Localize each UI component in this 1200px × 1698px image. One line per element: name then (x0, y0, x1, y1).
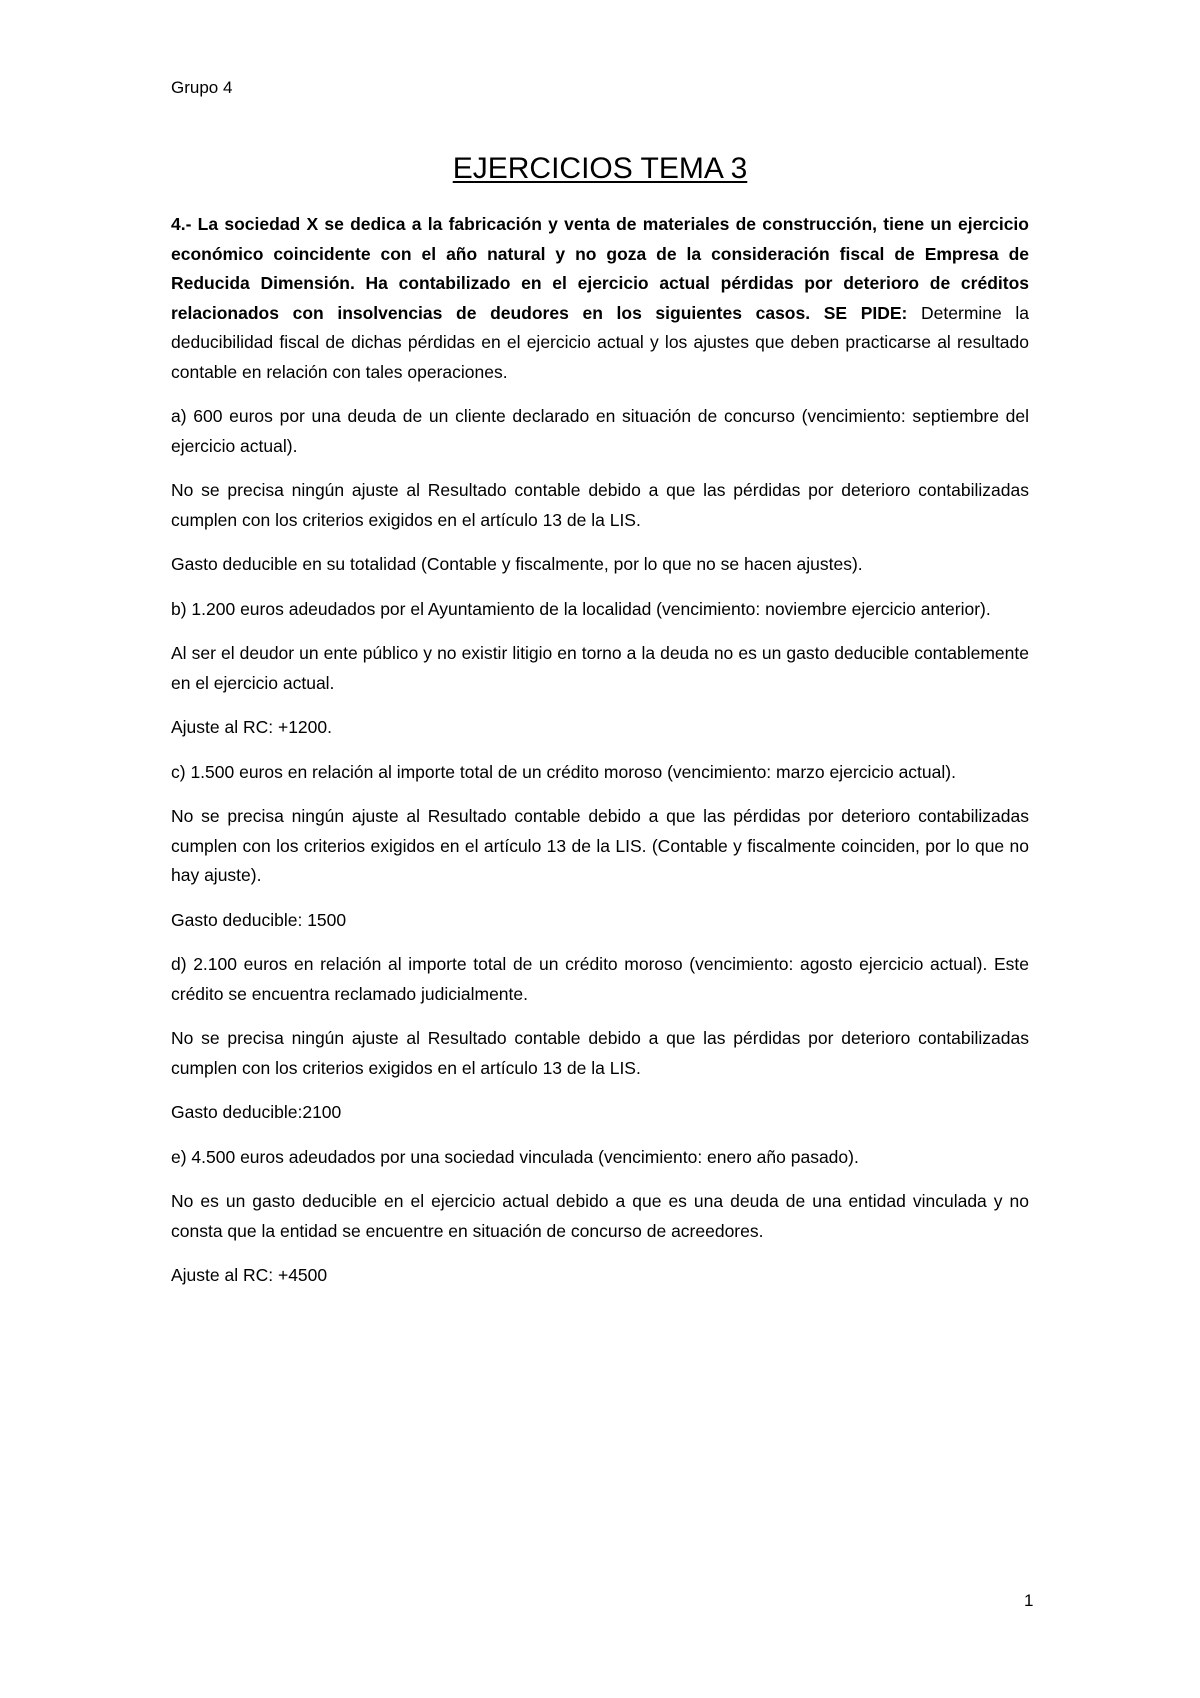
case-b-answer: Al ser el deudor un ente público y no existir litigio en torno a la deuda no es un gasto deducible contablemente en el ejercicio actual. (171, 643, 1029, 693)
case-c-statement: c) 1.500 euros en relación al importe total de un crédito moroso (vencimiento: marzo ejercicio actual). (171, 761, 956, 782)
exercise-intro: 4.- La sociedad X se dedica a la fabricación y venta de materiales de construcción, tiene un ejercicio económico coincidente con el año natural y no goza de la consideración fiscal de Empresa de Reducida Dimensión. Ha contabilizado en el ejercicio actual pérdidas por deterioro de créditos relacionados con insolvencias de deudores en los siguientes casos. (171, 214, 1029, 323)
case-a-result: Gasto deducible en su totalidad (Contable y fiscalmente, por lo que no se hacen ajustes). (171, 554, 863, 574)
case-e-statement: e) 4.500 euros adeudados por una sociedad vinculada (vencimiento: enero año pasado). (171, 1146, 859, 1167)
se-pide-label: SE PIDE: (823, 302, 908, 323)
case-c-answer: No se precisa ningún ajuste al Resultado contable debido a que las pérdidas por deterioro contabilizadas cumplen con los criterios exigidos en el artículo 13 de la LIS. (Contable y fiscalmente coinciden, por lo que no hay ajuste). (171, 806, 1029, 885)
case-d-statement: d) 2.100 euros en relación al importe total de un crédito moroso (vencimiento: agosto ejercicio actual). Este crédito se encuentra reclamado judicialmente. (171, 954, 1029, 1004)
document-title: EJERCICIOS TEMA 3 (452, 152, 748, 185)
case-e-answer: No es un gasto deducible en el ejercicio actual debido a que es una deuda de una entidad vinculada y no consta que la entidad se encuentre en situación de concurso de acreedores. (171, 1191, 1029, 1241)
document-body (171, 210, 1029, 1306)
group-header: Grupo 4 (171, 78, 233, 97)
case-a-statement: a) 600 euros por una deuda de un cliente declarado en situación de concurso (vencimiento: septiembre del ejercicio actual). (171, 406, 1029, 456)
exercise-question: Determine la deducibilidad fiscal de dichas pérdidas en el ejercicio actual y los ajustes que deben practicarse al resultado contable en relación con tales operaciones. (171, 302, 1029, 382)
case-c-result: Gasto deducible: 1500 (171, 909, 347, 930)
case-a-answer: No se precisa ningún ajuste al Resultado contable debido a que las pérdidas por deterioro contabilizadas cumplen con los criterios exigidos en el artículo 13 de la LIS. (171, 480, 1029, 530)
case-d-result: Gasto deducible:2100 (171, 1102, 342, 1122)
case-b-result: Ajuste al RC: +1200. (171, 717, 332, 737)
page-number: 1 (1024, 1591, 1034, 1610)
exercise-statement (171, 210, 1029, 387)
case-d-answer: No se precisa ningún ajuste al Resultado contable debido a que las pérdidas por deterioro contabilizadas cumplen con los criterios exigidos en el artículo 13 de la LIS. (171, 1028, 1029, 1078)
case-e-result: Ajuste al RC: +4500 (171, 1265, 328, 1285)
case-b-statement: b) 1.200 euros adeudados por el Ayuntamiento de la localidad (vencimiento: noviembre ejercicio anterior). (171, 598, 991, 619)
